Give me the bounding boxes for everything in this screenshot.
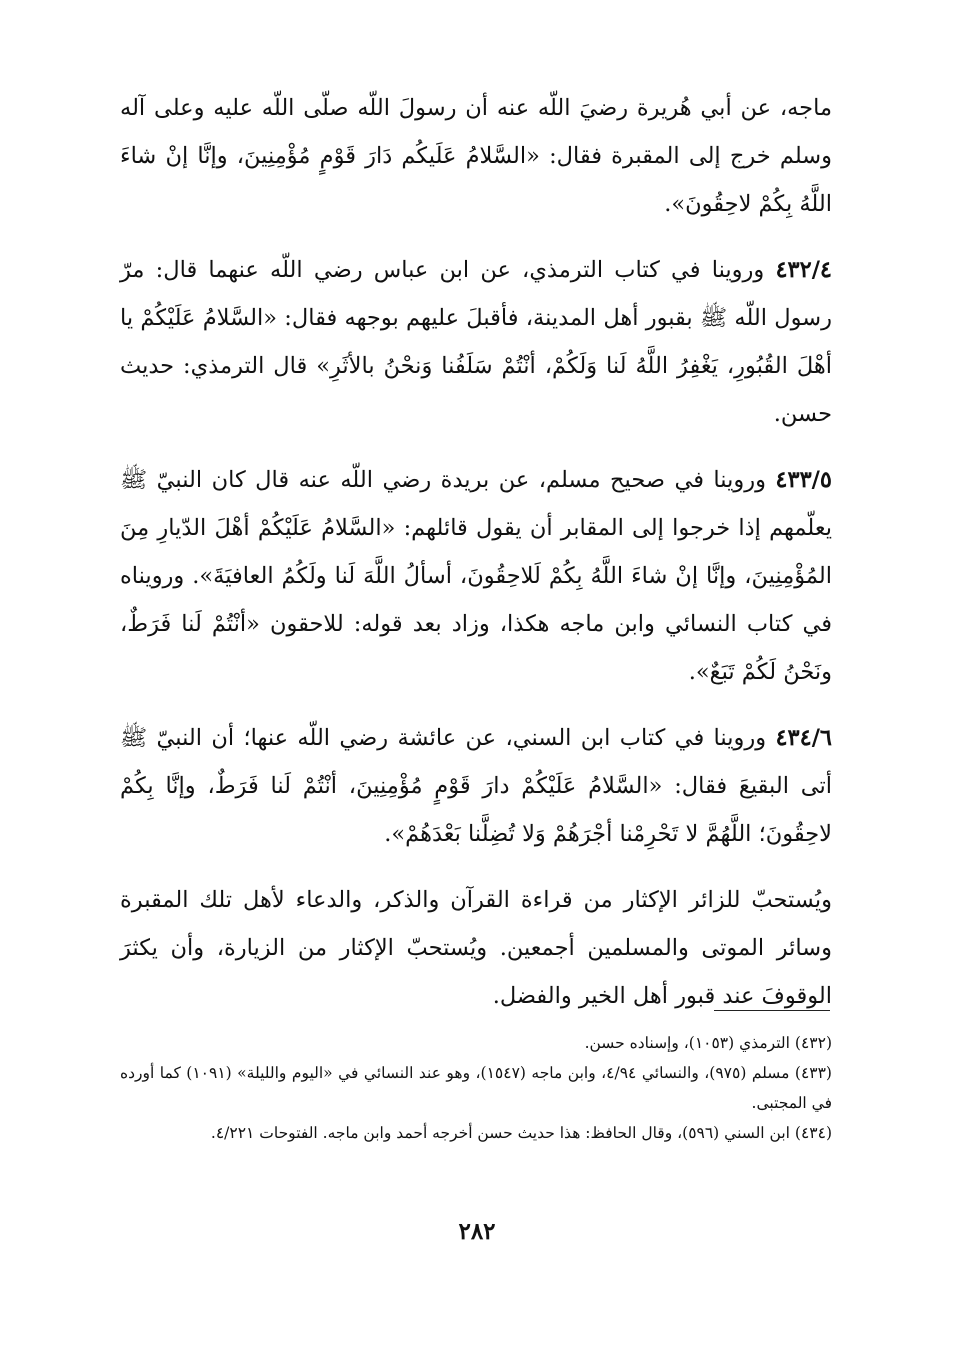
hadith-paragraph bbox=[120, 714, 832, 858]
footnote-ref: (٤٣٣) bbox=[794, 1064, 832, 1082]
paragraph-text: وروينا في كتاب الترمذي، عن ابن عباس رضي اللّه عنهما قال: مرّ رسول اللّه ﷺ بقبور أهل المدينة، فأقبلَ عليهم بوجهه فقال: «السَّلامُ عَلَيْكُمْ يا أهْلَ القُبُورِ، يَغْفِرُ اللَّهُ لَنا وَلَكُمْ، أنْتُمْ سَلَفُنا وَنحْنُ بالأثَرِ» قال الترمذي: حديث حسن. bbox=[120, 257, 832, 427]
footnote bbox=[120, 1118, 832, 1148]
hadith-number: ٤٣٢/٤ bbox=[775, 257, 832, 283]
footnote-ref: (٤٣٤) bbox=[794, 1124, 832, 1142]
hadith-number: ٤٣٣/٥ bbox=[775, 467, 832, 493]
hadith-paragraph bbox=[120, 456, 832, 696]
paragraph-text: وروينا في صحيح مسلم، عن بريدة رضي اللّه عنه قال كان النبيّ ﷺ يعلّمهم إذا خرجوا إلى المقابر أن يقول قائلهم: «السَّلامُ عَلَيْكُمْ أهْلَ الدّيارِ مِنَ المُؤْمِنِينَ، وإنَّا إنْ شاءَ اللَّهُ بِكُمْ لَلاحِقُونَ، أسألُ اللَّهَ لَنا ولَكُمُ العافيَةَ». ورويناه في كتاب النسائي وابن ماجه هكذا، وزاد بعد قوله: للاحقون «أنْتُمْ لَنا فَرَطٌ، ونَحْنُ لَكُمْ تَبَعٌ». bbox=[120, 467, 832, 685]
footnote-divider bbox=[714, 1010, 830, 1011]
closing-paragraph bbox=[120, 876, 832, 1020]
footnote-text: الترمذي (١٠٥٣)، وإسناده حسن. bbox=[584, 1034, 790, 1052]
footnote bbox=[120, 1058, 832, 1118]
paragraph-text: ويُستحبّ للزائر الإكثار من قراءة القرآن والذكر، والدعاء لأهل تلك المقبرة وسائر الموتى والمسلمين أجمعين. ويُستحبّ الإكثار من الزيارة، وأن يكثرَ الوقوفَ عند قبور أهل الخير والفضل. bbox=[120, 887, 832, 1009]
footnote bbox=[120, 1028, 832, 1058]
footnote-ref: (٤٣٢) bbox=[794, 1034, 832, 1052]
footnote-text: مسلم (٩٧٥)، والنسائي ٤/٩٤، وابن ماجه (١٥٤٧)، وهو عند النسائي في «اليوم والليلة» (١٠٩١) كما أورده في المجتبى. bbox=[120, 1064, 832, 1112]
hadith-paragraph bbox=[120, 246, 832, 438]
footnote-text: ابن السني (٥٩٦)، وقال الحافظ: هذا حديث حسن أخرجه أحمد وابن ماجه. الفتوحات ٤/٢٢١. bbox=[210, 1124, 790, 1142]
hadith-number: ٤٣٤/٦ bbox=[775, 725, 832, 751]
main-text bbox=[120, 84, 832, 1038]
paragraph-text: وروينا في كتاب ابن السني، عن عائشة رضي اللّه عنها؛ أن النبيّ ﷺ أتى البقيعَ فقال: «السَّلامُ عَلَيْكُمْ دارَ قَوْمٍ مُؤْمِنِينَ، أنْتُمْ لَنا فَرَطٌ، وإنَّا بِكُمْ لاحِقُونَ؛ اللَّهُمَّ لا تَحْرِمْنا أجْرَهُمْ وَلا تُضِلَّنا بَعْدَهُمْ». bbox=[120, 725, 832, 847]
footnotes bbox=[120, 1028, 832, 1148]
paragraph-continuation bbox=[120, 84, 832, 228]
paragraph-text: ماجه، عن أبي هُريرة رضيَ اللّه عنه أن رسولَ اللّه صلّى اللّه عليه وعلى آله وسلم خرج إلى المقبرة فقال: «السَّلامُ عَلَيكُم دَارَ قَوْمٍ مُؤْمِنِينَ، وإنَّا إنْ شاءَ اللَّهُ بِكُمْ لاحِقُونَ». bbox=[120, 95, 832, 217]
page-number: ٢٨٢ bbox=[458, 1218, 496, 1245]
